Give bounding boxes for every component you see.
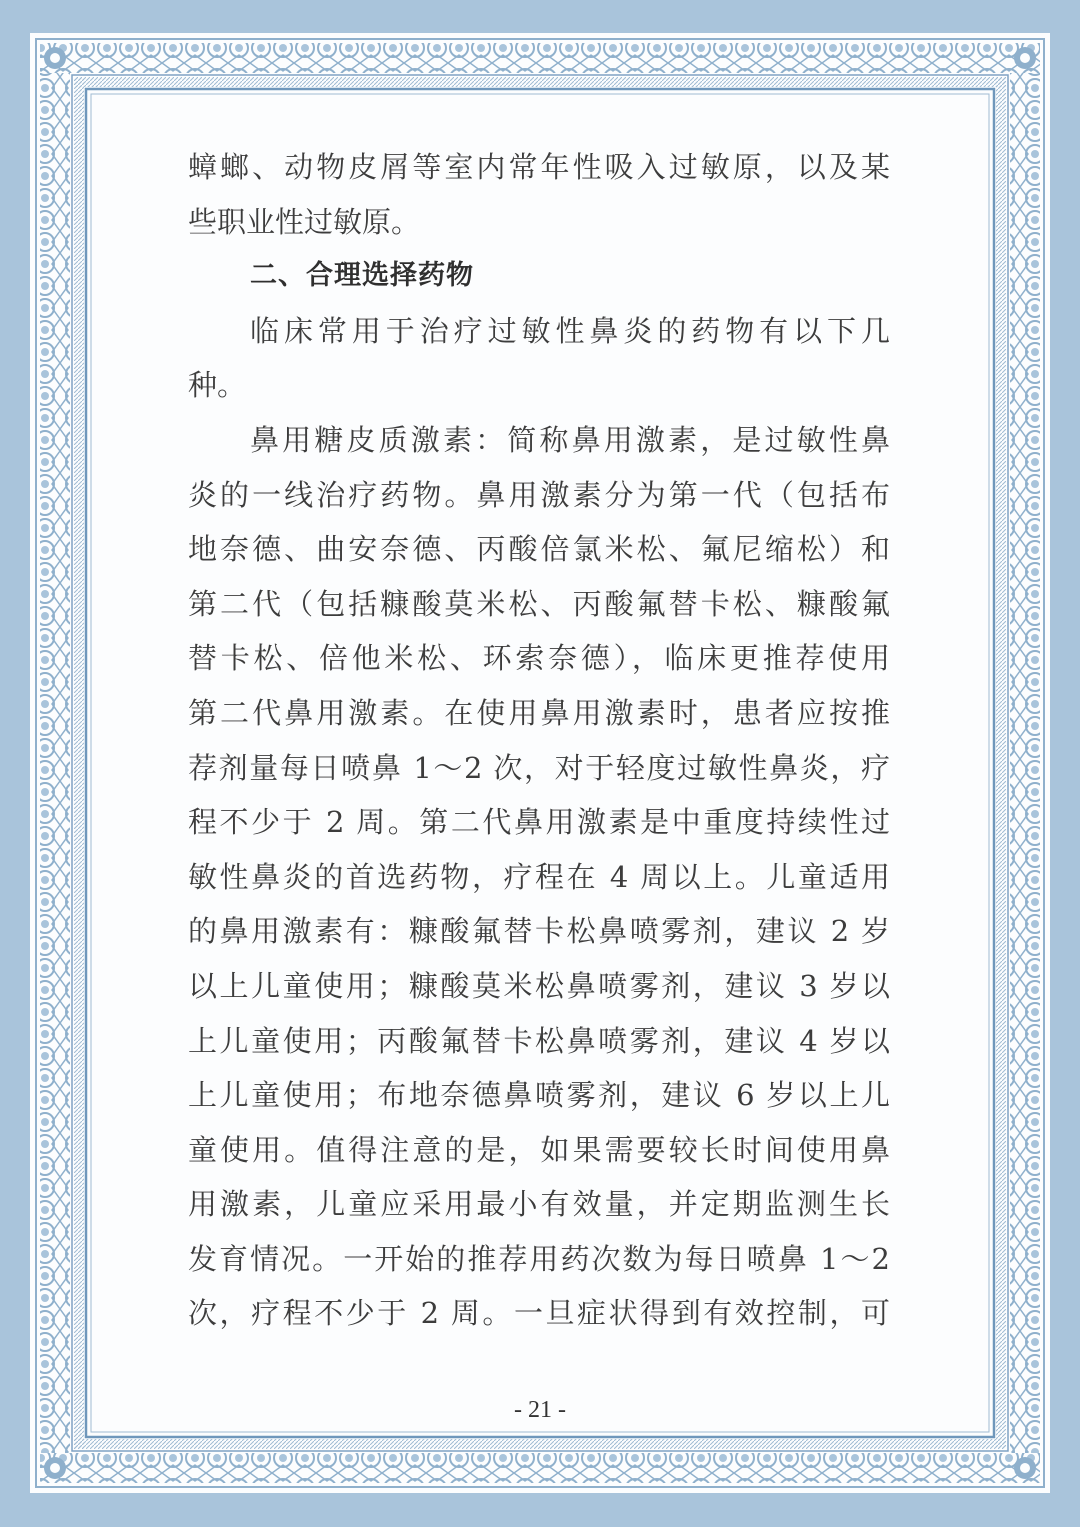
- text-line: 的鼻用激素有：糠酸氟替卡松鼻喷雾剂，建议 2 岁: [188, 914, 890, 949]
- text-line: 上儿童使用；布地奈德鼻喷雾剂，建议 6 岁以上儿: [188, 1078, 890, 1113]
- text-line: 临床常用于治疗过敏性鼻炎的药物有以下几: [250, 313, 890, 348]
- text-line: 地奈德、曲安奈德、丙酸倍氯米松、氟尼缩松）和: [188, 532, 890, 567]
- text-line: 第二代（包括糠酸莫米松、丙酸氟替卡松、糠酸氟: [188, 586, 890, 621]
- text-line: 次，疗程不少于 2 周。一旦症状得到有效控制，可: [188, 1296, 890, 1331]
- body-text: [188, 140, 890, 1341]
- text-line: 鼻用糖皮质激素：简称鼻用激素，是过敏性鼻: [250, 422, 890, 457]
- text-line: 程不少于 2 周。第二代鼻用激素是中重度持续性过: [188, 805, 890, 840]
- section-heading: 二、合理选择药物: [250, 260, 474, 292]
- text-line: 荐剂量每日喷鼻 1～2 次，对于轻度过敏性鼻炎，疗: [188, 750, 890, 785]
- text-line: 种。: [188, 368, 247, 403]
- text-line: 替卡松、倍他米松、环索奈德），临床更推荐使用: [188, 641, 890, 676]
- text-line: 上儿童使用；丙酸氟替卡松鼻喷雾剂，建议 4 岁以: [188, 1023, 890, 1058]
- page-number: - 21 -: [514, 1397, 566, 1423]
- text-line: 以上儿童使用；糠酸莫米松鼻喷雾剂，建议 3 岁以: [188, 968, 890, 1003]
- text-line: 第二代鼻用激素。在使用鼻用激素时，患者应按推: [188, 695, 890, 730]
- text-line: 炎的一线治疗药物。鼻用激素分为第一代（包括布: [188, 477, 890, 512]
- text-line: 发育情况。一开始的推荐用药次数为每日喷鼻 1～2: [188, 1241, 890, 1276]
- text-line: 蟑螂、动物皮屑等室内常年性吸入过敏原，以及某: [188, 150, 890, 184]
- text-line: 些职业性过敏原。: [188, 204, 421, 239]
- text-line: 用激素，儿童应采用最小有效量，并定期监测生长: [188, 1187, 890, 1222]
- text-line: 敏性鼻炎的首选药物，疗程在 4 周以上。儿童适用: [188, 859, 890, 894]
- text-line: 童使用。值得注意的是，如果需要较长时间使用鼻: [188, 1132, 890, 1167]
